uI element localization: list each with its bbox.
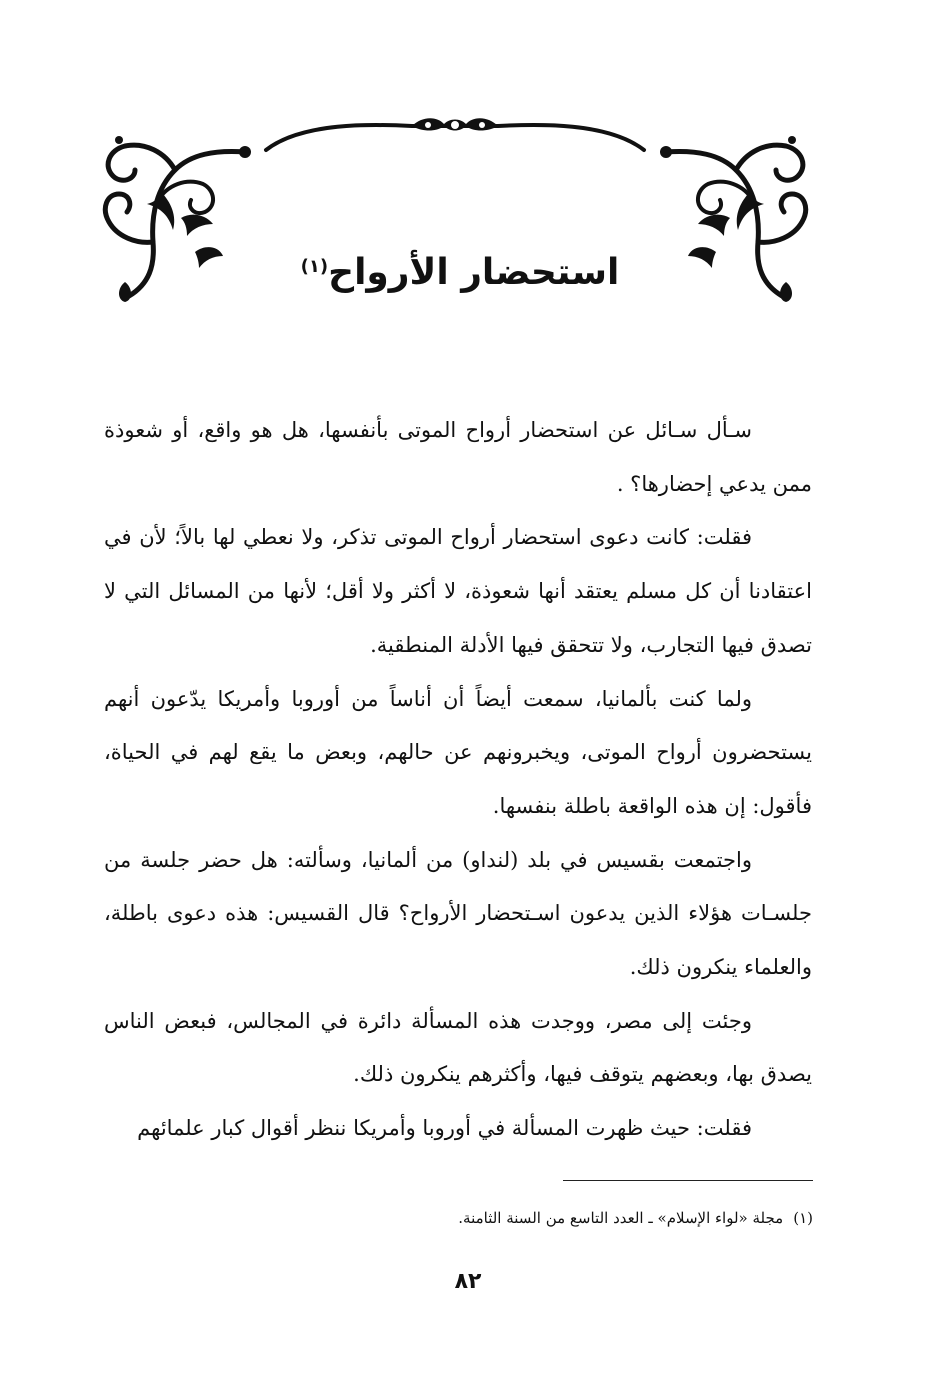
page-number: ٨٢ (454, 1269, 482, 1294)
footnote (300, 1200, 813, 1236)
paragraph: سـأل سـائل عن استحضار أرواح الموتى بأنفسها، هل هو واقع، أو شعوذة ممن يدعي إحضارها؟ . (104, 418, 812, 496)
paragraph: واجتمعت بقسيس في بلد (لنداو) من ألمانيا، وسألته: هل حضر جلسة من جلسـات هؤلاء الذين يدعون اسـتحضار الأرواح؟ قال القسيس: هذه دعوى باطلة، والعلماء ينكرون ذلك. (104, 847, 812, 980)
paragraph: ولما كنت بألمانيا، سمعت أيضاً أن أناساً من أوروبا وأمريكا يدّعون أنهم يستحضرون أرواح الموتى، ويخبرونهم عن حالهم، وبعض ما يقع لهم في الحياة، فأقول: إن هذه الواقعة باطلة بنفسها. (104, 686, 812, 818)
footnote-divider (563, 1180, 813, 1181)
chapter-title-text: استحضار الأرواح (328, 252, 620, 293)
paragraph: فقلت: حيث ظهرت المسألة في أوروبا وأمريكا ننظر أقوال كبار علمائهم (137, 1116, 752, 1141)
paragraph: فقلت: كانت دعوى استحضار أرواح الموتى تذكر، ولا نعطي لها بالاً؛ لأن في اعتقادنا أن كل مسلم يعتقد أنها شعوذة، لا أكثر ولا أقل؛ لأنها من المسائل التي لا تصدق فيها التجارب، ولا تتحقق فيها الأدلة المنطقية. (104, 525, 812, 657)
footnote-text: مجلة «لواء الإسلام» ـ العدد التاسع من السنة الثامنة. (458, 1209, 784, 1227)
body-text (104, 404, 812, 1156)
title-footnote-marker: (١) (300, 256, 329, 277)
footnote-marker: (١) (793, 1209, 813, 1227)
top-arch-ornament (262, 112, 648, 154)
paragraph: وجئت إلى مصر، ووجدت هذه المسألة دائرة في المجالس، فبعض الناس يصدق بها، وبعضهم يتوقف فيها، وأكثرهم ينكرون ذلك. (104, 1008, 812, 1087)
chapter-title (220, 238, 700, 308)
